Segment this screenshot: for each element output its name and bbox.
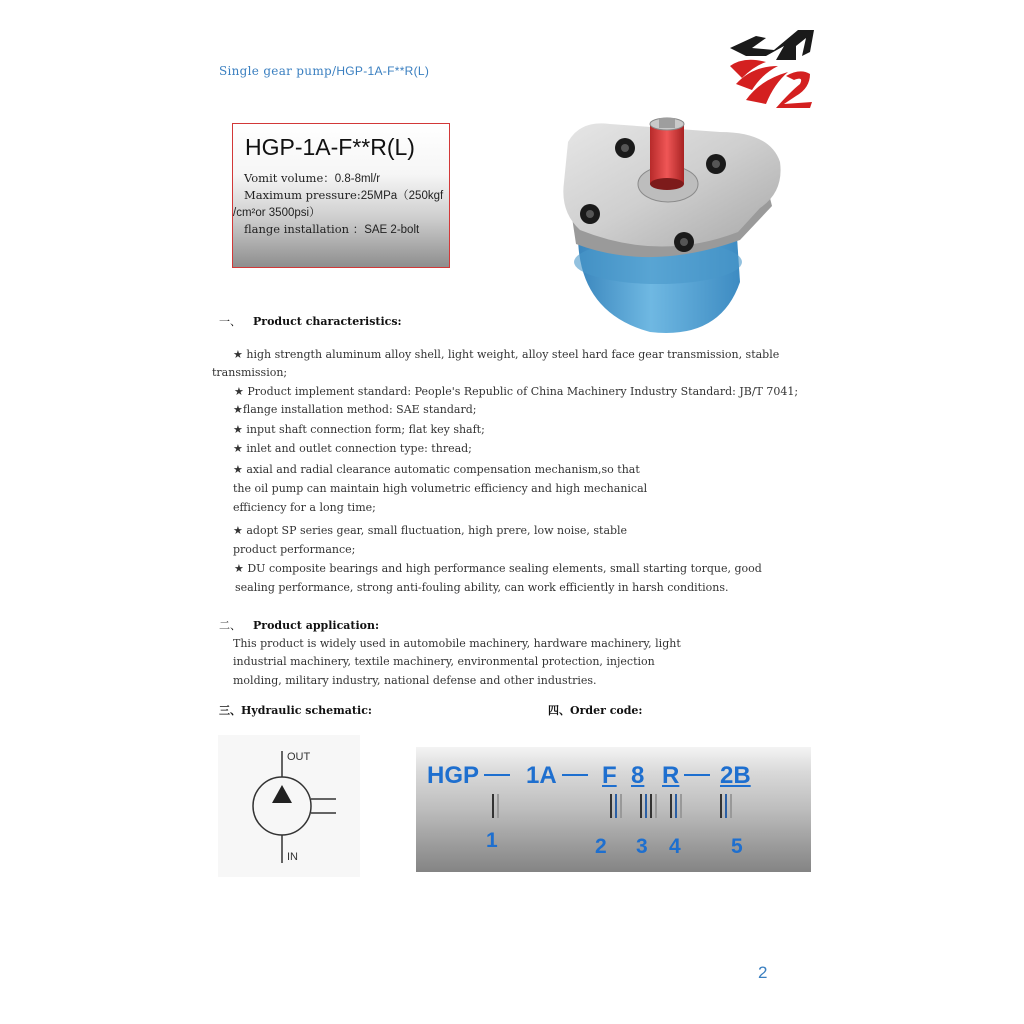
- characteristics-line: sealing performance, strong anti-fouling ability, can work efficiently in harsh conditions.: [235, 581, 729, 594]
- page-header-title: [219, 64, 429, 78]
- characteristics-line: ★ inlet and outlet connection type: thread;: [233, 442, 472, 455]
- spec-vomit-value: 0.8-8ml/r: [334, 173, 381, 185]
- order-code-series: HGP: [427, 762, 480, 789]
- order-code-number: 4: [669, 835, 681, 858]
- spec-pressure-value-2: /cm²or 3500psi）: [233, 207, 321, 219]
- application-line: This product is widely used in automobile machinery, hardware machinery, light: [233, 637, 681, 650]
- characteristics-line: ★ Product implement standard: People's Republic of China Machinery Industry Standard: JB/T 7041;: [234, 385, 799, 398]
- section4-heading: 四、Order code:: [548, 704, 643, 717]
- order-code-tick: [492, 794, 499, 818]
- section1-number: 一、: [219, 315, 241, 328]
- company-logo: [726, 26, 818, 108]
- order-code-number: 5: [731, 835, 743, 858]
- order-code-tick: [640, 794, 657, 818]
- spec-pressure-label: Maximum pressure:: [244, 188, 361, 202]
- section1-title: Product characteristics:: [253, 315, 402, 328]
- application-line: molding, military industry, national defense and other industries.: [233, 674, 597, 687]
- characteristics-line: ★ adopt SP series gear, small fluctuation, high prere, low noise, stable: [233, 524, 628, 537]
- order-code-flange: F: [602, 762, 617, 789]
- spec-box: [232, 123, 450, 268]
- spec-title: HGP-1A-F**R(L): [245, 134, 415, 160]
- order-code-dash: [562, 774, 588, 776]
- order-code-rotation: R: [662, 762, 680, 789]
- section2-number: 二、: [219, 619, 241, 632]
- characteristics-line: efficiency for a long time;: [233, 501, 376, 514]
- order-code-displacement: 8: [631, 762, 645, 789]
- hydraulic-schematic: [218, 735, 360, 877]
- order-code-number: 2: [595, 835, 607, 858]
- section2-heading: [219, 617, 379, 633]
- characteristics-line: ★flange installation method: SAE standard;: [233, 403, 477, 416]
- characteristics-line: product performance;: [233, 543, 356, 556]
- order-code-dash: [484, 774, 510, 776]
- section3-heading: 三、Hydraulic schematic:: [219, 704, 372, 717]
- order-code-tick: [610, 794, 622, 818]
- gear-pump-image: [540, 112, 790, 340]
- section2-title: Product application:: [253, 619, 380, 632]
- order-code-tick: [720, 794, 732, 818]
- spec-flange-value: SAE 2-bolt: [364, 224, 420, 236]
- section1-heading: [219, 313, 402, 329]
- characteristics-line: transmission;: [212, 366, 288, 379]
- order-code-number: 3: [636, 835, 648, 858]
- characteristics-line: ★ axial and radial clearance automatic compensation mechanism,so that: [233, 463, 640, 476]
- application-line: industrial machinery, textile machinery, environmental protection, injection: [233, 655, 655, 668]
- characteristics-line: ★ input shaft connection form; flat key shaft;: [233, 423, 485, 436]
- order-code-size: 1A: [526, 762, 557, 789]
- page-number: 2: [758, 963, 768, 982]
- schematic-in-label: IN: [287, 851, 298, 863]
- order-code-tick: [670, 794, 682, 818]
- header-title-model: HGP-1A-F**R(L): [336, 64, 430, 78]
- spec-flange: [244, 221, 419, 237]
- characteristics-line: ★ DU composite bearings and high performance sealing elements, small starting torque, good: [234, 562, 762, 575]
- header-title-prefix: Single gear pump/: [219, 64, 337, 78]
- spec-vomit-label: Vomit volume：: [244, 171, 335, 185]
- schematic-out-label: OUT: [287, 751, 311, 763]
- characteristics-line: the oil pump can maintain high volumetric efficiency and high mechanical: [233, 482, 648, 495]
- characteristics-line: ★ high strength aluminum alloy shell, light weight, alloy steel hard face gear transmission, stable: [233, 348, 780, 361]
- order-code-number: 1: [486, 829, 498, 852]
- spec-max-pressure: [244, 187, 443, 203]
- spec-pressure-value: 25MPa（250kgf: [360, 190, 444, 202]
- order-code-dash: [684, 774, 710, 776]
- spec-vomit-volume: [244, 170, 380, 186]
- spec-flange-label: flange installation ：: [244, 222, 365, 236]
- order-code-port: 2B: [720, 762, 751, 789]
- order-code-box: [416, 747, 811, 872]
